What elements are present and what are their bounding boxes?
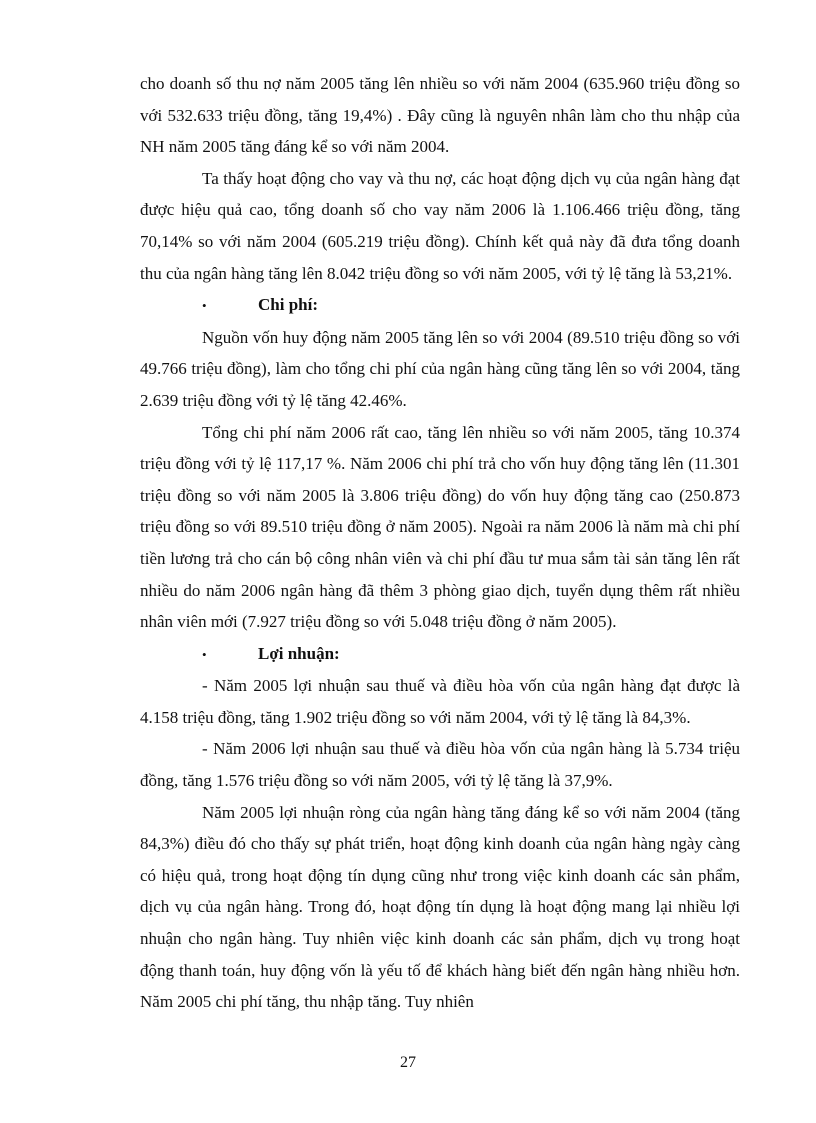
heading-loi-nhuan-label: Lợi nhuận:: [258, 643, 340, 663]
bullet-icon: •: [202, 646, 207, 662]
paragraph-thu-no: cho doanh số thu nợ năm 2005 tăng lên nhiều so với năm 2004 (635.960 triệu đồng so với 532.633 triệu đồng, tăng 19,4%) . Đây cũng là nguyên nhân làm cho thu nhập của NH năm 2005 tăng đáng kể so với năm 2004.: [140, 74, 740, 157]
heading-loi-nhuan: [140, 638, 740, 671]
paragraph-tong-chi-phi: Tổng chi phí năm 2006 rất cao, tăng lên nhiều so với năm 2005, tăng 10.374 triệu đồng với tỷ lệ 117,17 %. Năm 2006 chi phí trả cho vốn huy động tăng lên (11.301 triệu đồng so với năm 2005 là 3.806 triệu đồng) do vốn huy động tăng cao (250.873 triệu đồng so với 89.510 triệu đồng ở năm 2005). Ngoài ra năm 2006 là năm mà chi phí tiền lương trả cho cán bộ công nhân viên và chi phí đầu tư mua sắm tài sản tăng lên rất nhiều do năm 2006 ngân hàng đã thêm 3 phòng giao dịch, tuyển dụng thêm rất nhiều nhân viên mới (7.927 triệu đồng so với 5.048 triệu đồng ở năm 2005).: [140, 422, 740, 632]
heading-chi-phi: [140, 289, 740, 322]
page-number: 27: [400, 1054, 416, 1071]
paragraph-loi-nhuan-2006: - Năm 2006 lợi nhuận sau thuế và điều hòa vốn của ngân hàng là 5.734 triệu đồng, tăng 1.576 triệu đồng so với năm 2005, với tỷ lệ tăng là 37,9%.: [140, 739, 740, 791]
paragraph-loi-nhuan-rong: Năm 2005 lợi nhuận ròng của ngân hàng tăng đáng kể so với năm 2004 (tăng 84,3%) điều đó cho thấy sự phát triển, hoạt động kinh doanh của ngân hàng ngày càng có hiệu quả, trong hoạt động tín dụng cũng như trong việc kinh doanh các sản phẩm, dịch vụ của ngân hàng. Trong đó, hoạt động tín dụng là hoạt động mang lại nhiều lợi nhuận cho ngân hàng. Tuy nhiên việc kinh doanh các sản phẩm, dịch vụ trong hoạt động thanh toán, huy động vốn là yếu tố để khách hàng biết đến ngân hàng nhiều hơn. Năm 2005 chi phí tăng, thu nhập tăng. Tuy nhiên: [140, 802, 740, 1012]
paragraph-loi-nhuan-2005: - Năm 2005 lợi nhuận sau thuế và điều hòa vốn của ngân hàng đạt được là 4.158 triệu đồng, tăng 1.902 triệu đồng so với năm 2004, với tỷ lệ tăng là 84,3%.: [140, 676, 740, 727]
paragraph-nguon-von: Nguồn vốn huy động năm 2005 tăng lên so với 2004 (89.510 triệu đồng so với 49.766 triệu đồng), làm cho tổng chi phí của ngân hàng cũng tăng lên so với 2004, tăng 2.639 triệu đồng với tỷ lệ tăng 42.46%.: [140, 327, 740, 410]
document-page: [140, 68, 740, 1018]
heading-chi-phi-label: Chi phí:: [258, 295, 318, 315]
bullet-icon: •: [202, 298, 207, 314]
paragraph-cho-vay: Ta thấy hoạt động cho vay và thu nợ, các hoạt động dịch vụ của ngân hàng đạt được hiệu quả cao, tổng doanh số cho vay năm 2006 là 1.106.466 triệu đồng, tăng 70,14% so với năm 2004 (605.219 triệu đồng). Chính kết quả này đã đưa tổng doanh thu của ngân hàng tăng lên 8.042 triệu đồng so với năm 2005, với tỷ lệ tăng là 53,21%.: [140, 168, 740, 283]
